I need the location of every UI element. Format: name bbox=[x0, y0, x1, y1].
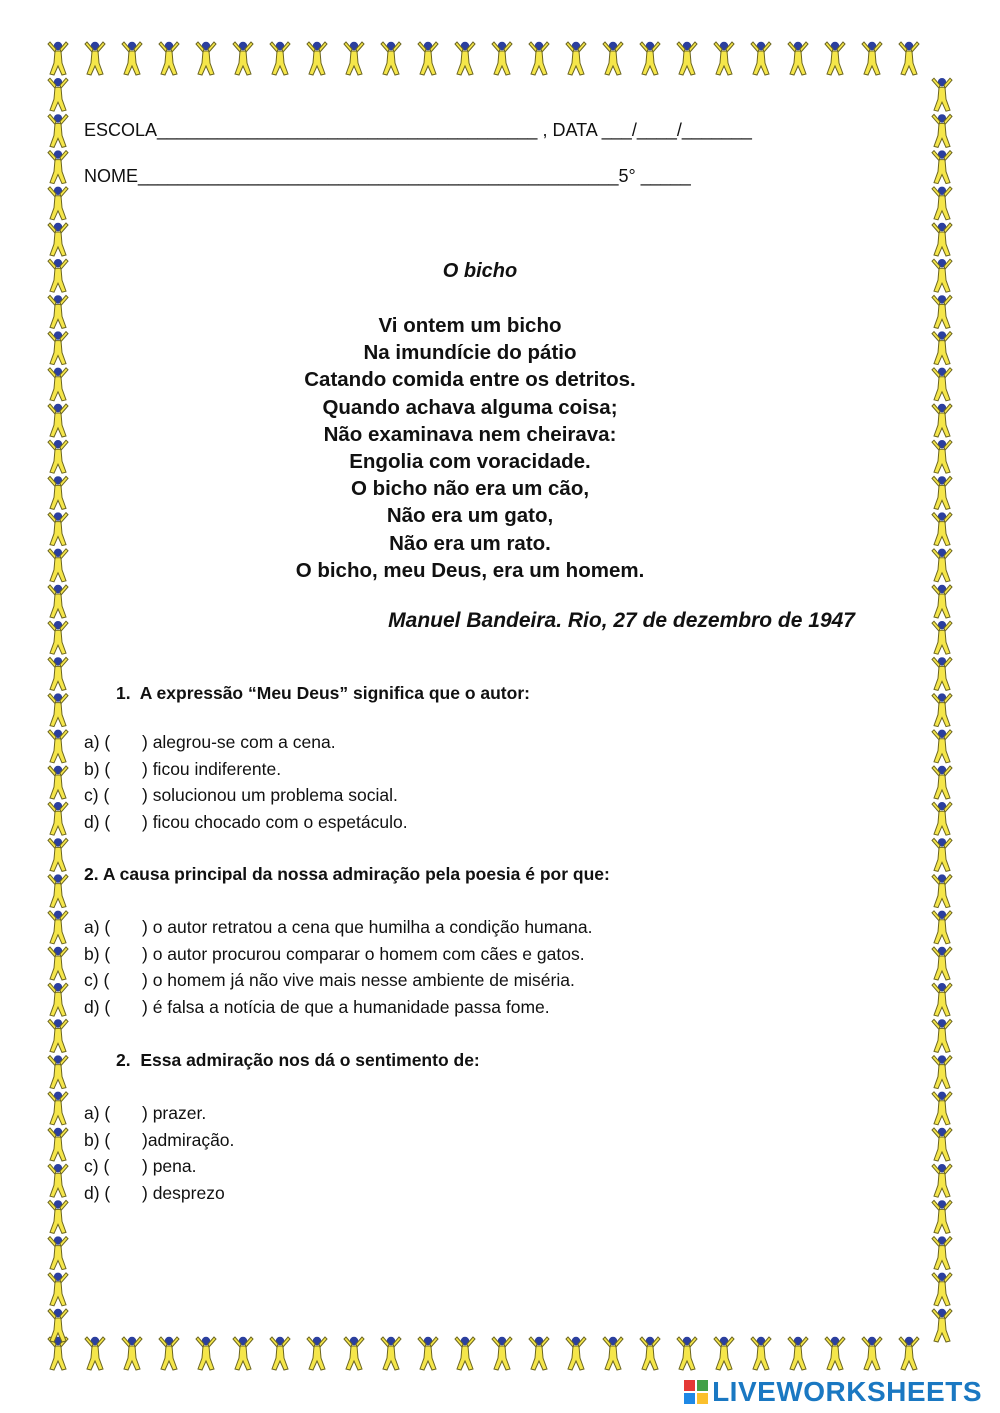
option-a[interactable]: a) ( ) alegrou-se com a cena. bbox=[84, 732, 336, 752]
yellow-figure-icon bbox=[932, 802, 952, 835]
yellow-figure-icon bbox=[932, 621, 952, 654]
yellow-figure-icon bbox=[455, 1337, 475, 1370]
option-a[interactable]: a) ( ) o autor retratou a cena que humilha a condição humana. bbox=[84, 917, 593, 937]
yellow-figure-icon bbox=[455, 42, 475, 75]
yellow-figure-icon bbox=[48, 621, 68, 654]
yellow-figure-icon bbox=[418, 42, 438, 75]
yellow-figure-icon bbox=[932, 1273, 952, 1306]
yellow-figure-icon bbox=[788, 42, 808, 75]
poem-line: Não examinava nem cheirava: bbox=[323, 422, 617, 446]
yellow-figure-icon bbox=[48, 693, 68, 726]
yellow-figure-icon bbox=[418, 1337, 438, 1370]
poem-line: Quando achava alguma coisa; bbox=[322, 395, 618, 419]
yellow-figure-icon bbox=[492, 1337, 512, 1370]
yellow-figure-icon bbox=[566, 1337, 586, 1370]
option-c[interactable]: c) ( ) o homem já não vive mais nesse ambiente de miséria. bbox=[84, 970, 575, 990]
question-text: A causa principal da nossa admiração pela poesia é por que: bbox=[102, 864, 610, 884]
yellow-figure-icon bbox=[714, 1337, 734, 1370]
yellow-figure-icon bbox=[529, 1337, 549, 1370]
yellow-figure-icon bbox=[270, 1337, 290, 1370]
yellow-figure-icon bbox=[233, 42, 253, 75]
yellow-figure-icon bbox=[862, 42, 882, 75]
question-1-options bbox=[84, 729, 408, 835]
poem-line: Catando comida entre os detritos. bbox=[304, 368, 636, 392]
option-d[interactable]: d) ( ) ficou chocado com o espetáculo. bbox=[84, 811, 408, 832]
question-3 bbox=[116, 1050, 480, 1071]
yellow-figure-icon bbox=[932, 838, 952, 871]
yellow-figure-icon bbox=[529, 42, 549, 75]
poem-line: Não era um gato, bbox=[386, 504, 554, 528]
logo-icon bbox=[684, 1380, 708, 1404]
yellow-figure-icon bbox=[640, 1337, 660, 1370]
yellow-figure-icon bbox=[677, 42, 697, 75]
yellow-figure-icon bbox=[233, 1337, 253, 1370]
yellow-figure-icon bbox=[159, 1337, 179, 1370]
school-date-line[interactable]: ESCOLA______________________________________ , DATA ___/____/_______ bbox=[84, 120, 752, 140]
yellow-figure-icon bbox=[48, 802, 68, 835]
yellow-figure-icon bbox=[344, 42, 364, 75]
option-c[interactable]: c) ( ) pena. bbox=[84, 1156, 197, 1176]
yellow-figure-icon bbox=[307, 42, 327, 75]
yellow-figure-icon bbox=[932, 1128, 952, 1161]
yellow-figure-icon bbox=[48, 114, 68, 147]
question-2-options bbox=[84, 914, 592, 1020]
yellow-figure-icon bbox=[566, 42, 586, 75]
yellow-figure-icon bbox=[48, 1055, 68, 1088]
yellow-figure-icon bbox=[932, 187, 952, 220]
yellow-figure-icon bbox=[603, 42, 623, 75]
yellow-figure-icon bbox=[122, 42, 142, 75]
yellow-figure-icon bbox=[640, 42, 660, 75]
yellow-figure-icon bbox=[48, 730, 68, 763]
yellow-figure-icon bbox=[48, 874, 68, 907]
yellow-figure-icon bbox=[788, 1337, 808, 1370]
yellow-figure-icon bbox=[48, 911, 68, 944]
yellow-figure-icon bbox=[932, 78, 952, 111]
yellow-figure-icon bbox=[48, 187, 68, 220]
poem-line: Vi ontem um bicho bbox=[378, 314, 562, 337]
question-1 bbox=[116, 683, 530, 704]
yellow-figure-icon bbox=[48, 1200, 68, 1233]
yellow-figure-icon bbox=[270, 42, 290, 75]
poem-body bbox=[0, 312, 940, 584]
yellow-figure-icon bbox=[932, 983, 952, 1016]
yellow-figure-icon bbox=[932, 1236, 952, 1269]
yellow-figure-icon bbox=[714, 42, 734, 75]
yellow-figure-icon bbox=[932, 150, 952, 183]
option-c[interactable]: c) ( ) solucionou um problema social. bbox=[84, 785, 398, 805]
liveworksheets-logo bbox=[684, 1376, 982, 1408]
yellow-figure-icon bbox=[159, 42, 179, 75]
yellow-figure-icon bbox=[751, 42, 771, 75]
question-number: 2. bbox=[84, 864, 99, 884]
yellow-figure-icon bbox=[196, 42, 216, 75]
poem-line: Na imundície do pátio bbox=[363, 341, 577, 365]
yellow-figure-icon bbox=[603, 1337, 623, 1370]
question-text: Essa admiração nos dá o sentimento de: bbox=[140, 1050, 480, 1070]
poem-author: Manuel Bandeira. Rio, 27 de dezembro de 1947 bbox=[388, 609, 855, 632]
yellow-figure-icon bbox=[899, 1337, 919, 1370]
yellow-figure-icon bbox=[932, 730, 952, 763]
option-a[interactable]: a) ( ) prazer. bbox=[84, 1103, 207, 1123]
yellow-figure-icon bbox=[932, 657, 952, 690]
yellow-figure-icon bbox=[48, 585, 68, 618]
yellow-figure-icon bbox=[751, 1337, 771, 1370]
yellow-figure-icon bbox=[932, 1055, 952, 1088]
question-3-options bbox=[84, 1100, 234, 1206]
yellow-figure-icon bbox=[48, 1236, 68, 1269]
option-d[interactable]: d) ( ) desprezo bbox=[84, 1182, 225, 1203]
yellow-figure-icon bbox=[48, 766, 68, 799]
poem-line: O bicho, meu Deus, era um homem. bbox=[295, 558, 645, 582]
yellow-figure-icon bbox=[48, 223, 68, 256]
yellow-figure-icon bbox=[932, 585, 952, 618]
yellow-figure-icon bbox=[932, 114, 952, 147]
yellow-figure-icon bbox=[48, 78, 68, 111]
yellow-figure-icon bbox=[48, 1337, 68, 1370]
poem-line: Não era um rato. bbox=[389, 531, 551, 555]
logo-text: LIVEWORKSHEETS bbox=[712, 1376, 982, 1407]
yellow-figure-icon bbox=[825, 1337, 845, 1370]
yellow-figure-icon bbox=[381, 42, 401, 75]
option-d[interactable]: d) ( ) é falsa a notícia de que a humanidade passa fome. bbox=[84, 996, 550, 1017]
yellow-figure-icon bbox=[932, 1092, 952, 1125]
yellow-figure-icon bbox=[932, 223, 952, 256]
yellow-figure-icon bbox=[862, 1337, 882, 1370]
option-b[interactable]: b) ( )admiração. bbox=[84, 1129, 235, 1150]
yellow-figure-icon bbox=[677, 1337, 697, 1370]
yellow-figure-icon bbox=[932, 911, 952, 944]
poem-line: O bicho não era um cão, bbox=[350, 477, 590, 501]
yellow-figure-icon bbox=[122, 1337, 142, 1370]
yellow-figure-icon bbox=[381, 1337, 401, 1370]
yellow-figure-icon bbox=[932, 766, 952, 799]
yellow-figure-icon bbox=[48, 1092, 68, 1125]
yellow-figure-icon bbox=[48, 1128, 68, 1161]
question-2 bbox=[84, 864, 610, 885]
poem-title: O bicho bbox=[442, 260, 518, 282]
yellow-figure-icon bbox=[48, 983, 68, 1016]
yellow-figure-icon bbox=[307, 1337, 327, 1370]
yellow-figure-icon bbox=[48, 42, 68, 75]
yellow-figure-icon bbox=[825, 42, 845, 75]
option-b[interactable]: b) ( ) o autor procurou comparar o homem com cães e gatos. bbox=[84, 943, 585, 964]
yellow-figure-icon bbox=[48, 657, 68, 690]
yellow-figure-icon bbox=[48, 947, 68, 980]
yellow-figure-icon bbox=[899, 42, 919, 75]
question-number: 1. bbox=[116, 683, 131, 703]
yellow-figure-icon bbox=[48, 150, 68, 183]
yellow-figure-icon bbox=[85, 1337, 105, 1370]
question-text: A expressão “Meu Deus” significa que o autor: bbox=[139, 683, 530, 703]
question-number: 2. bbox=[116, 1050, 131, 1070]
name-grade-line[interactable]: NOME________________________________________________5° _____ bbox=[84, 166, 691, 186]
yellow-figure-icon bbox=[196, 1337, 216, 1370]
yellow-figure-icon bbox=[932, 1164, 952, 1197]
yellow-figure-icon bbox=[932, 1309, 952, 1342]
yellow-figure-icon bbox=[48, 1164, 68, 1197]
yellow-figure-icon bbox=[48, 838, 68, 871]
yellow-figure-icon bbox=[48, 1273, 68, 1306]
yellow-figure-icon bbox=[344, 1337, 364, 1370]
yellow-figure-icon bbox=[932, 874, 952, 907]
option-b[interactable]: b) ( ) ficou indiferente. bbox=[84, 758, 282, 779]
yellow-figure-icon bbox=[932, 947, 952, 980]
yellow-figure-icon bbox=[492, 42, 512, 75]
yellow-figure-icon bbox=[932, 693, 952, 726]
yellow-figure-icon bbox=[48, 1019, 68, 1052]
poem-line: Engolia com voracidade. bbox=[349, 450, 591, 474]
yellow-figure-icon bbox=[932, 1200, 952, 1233]
yellow-figure-icon bbox=[932, 1019, 952, 1052]
yellow-figure-icon bbox=[85, 42, 105, 75]
